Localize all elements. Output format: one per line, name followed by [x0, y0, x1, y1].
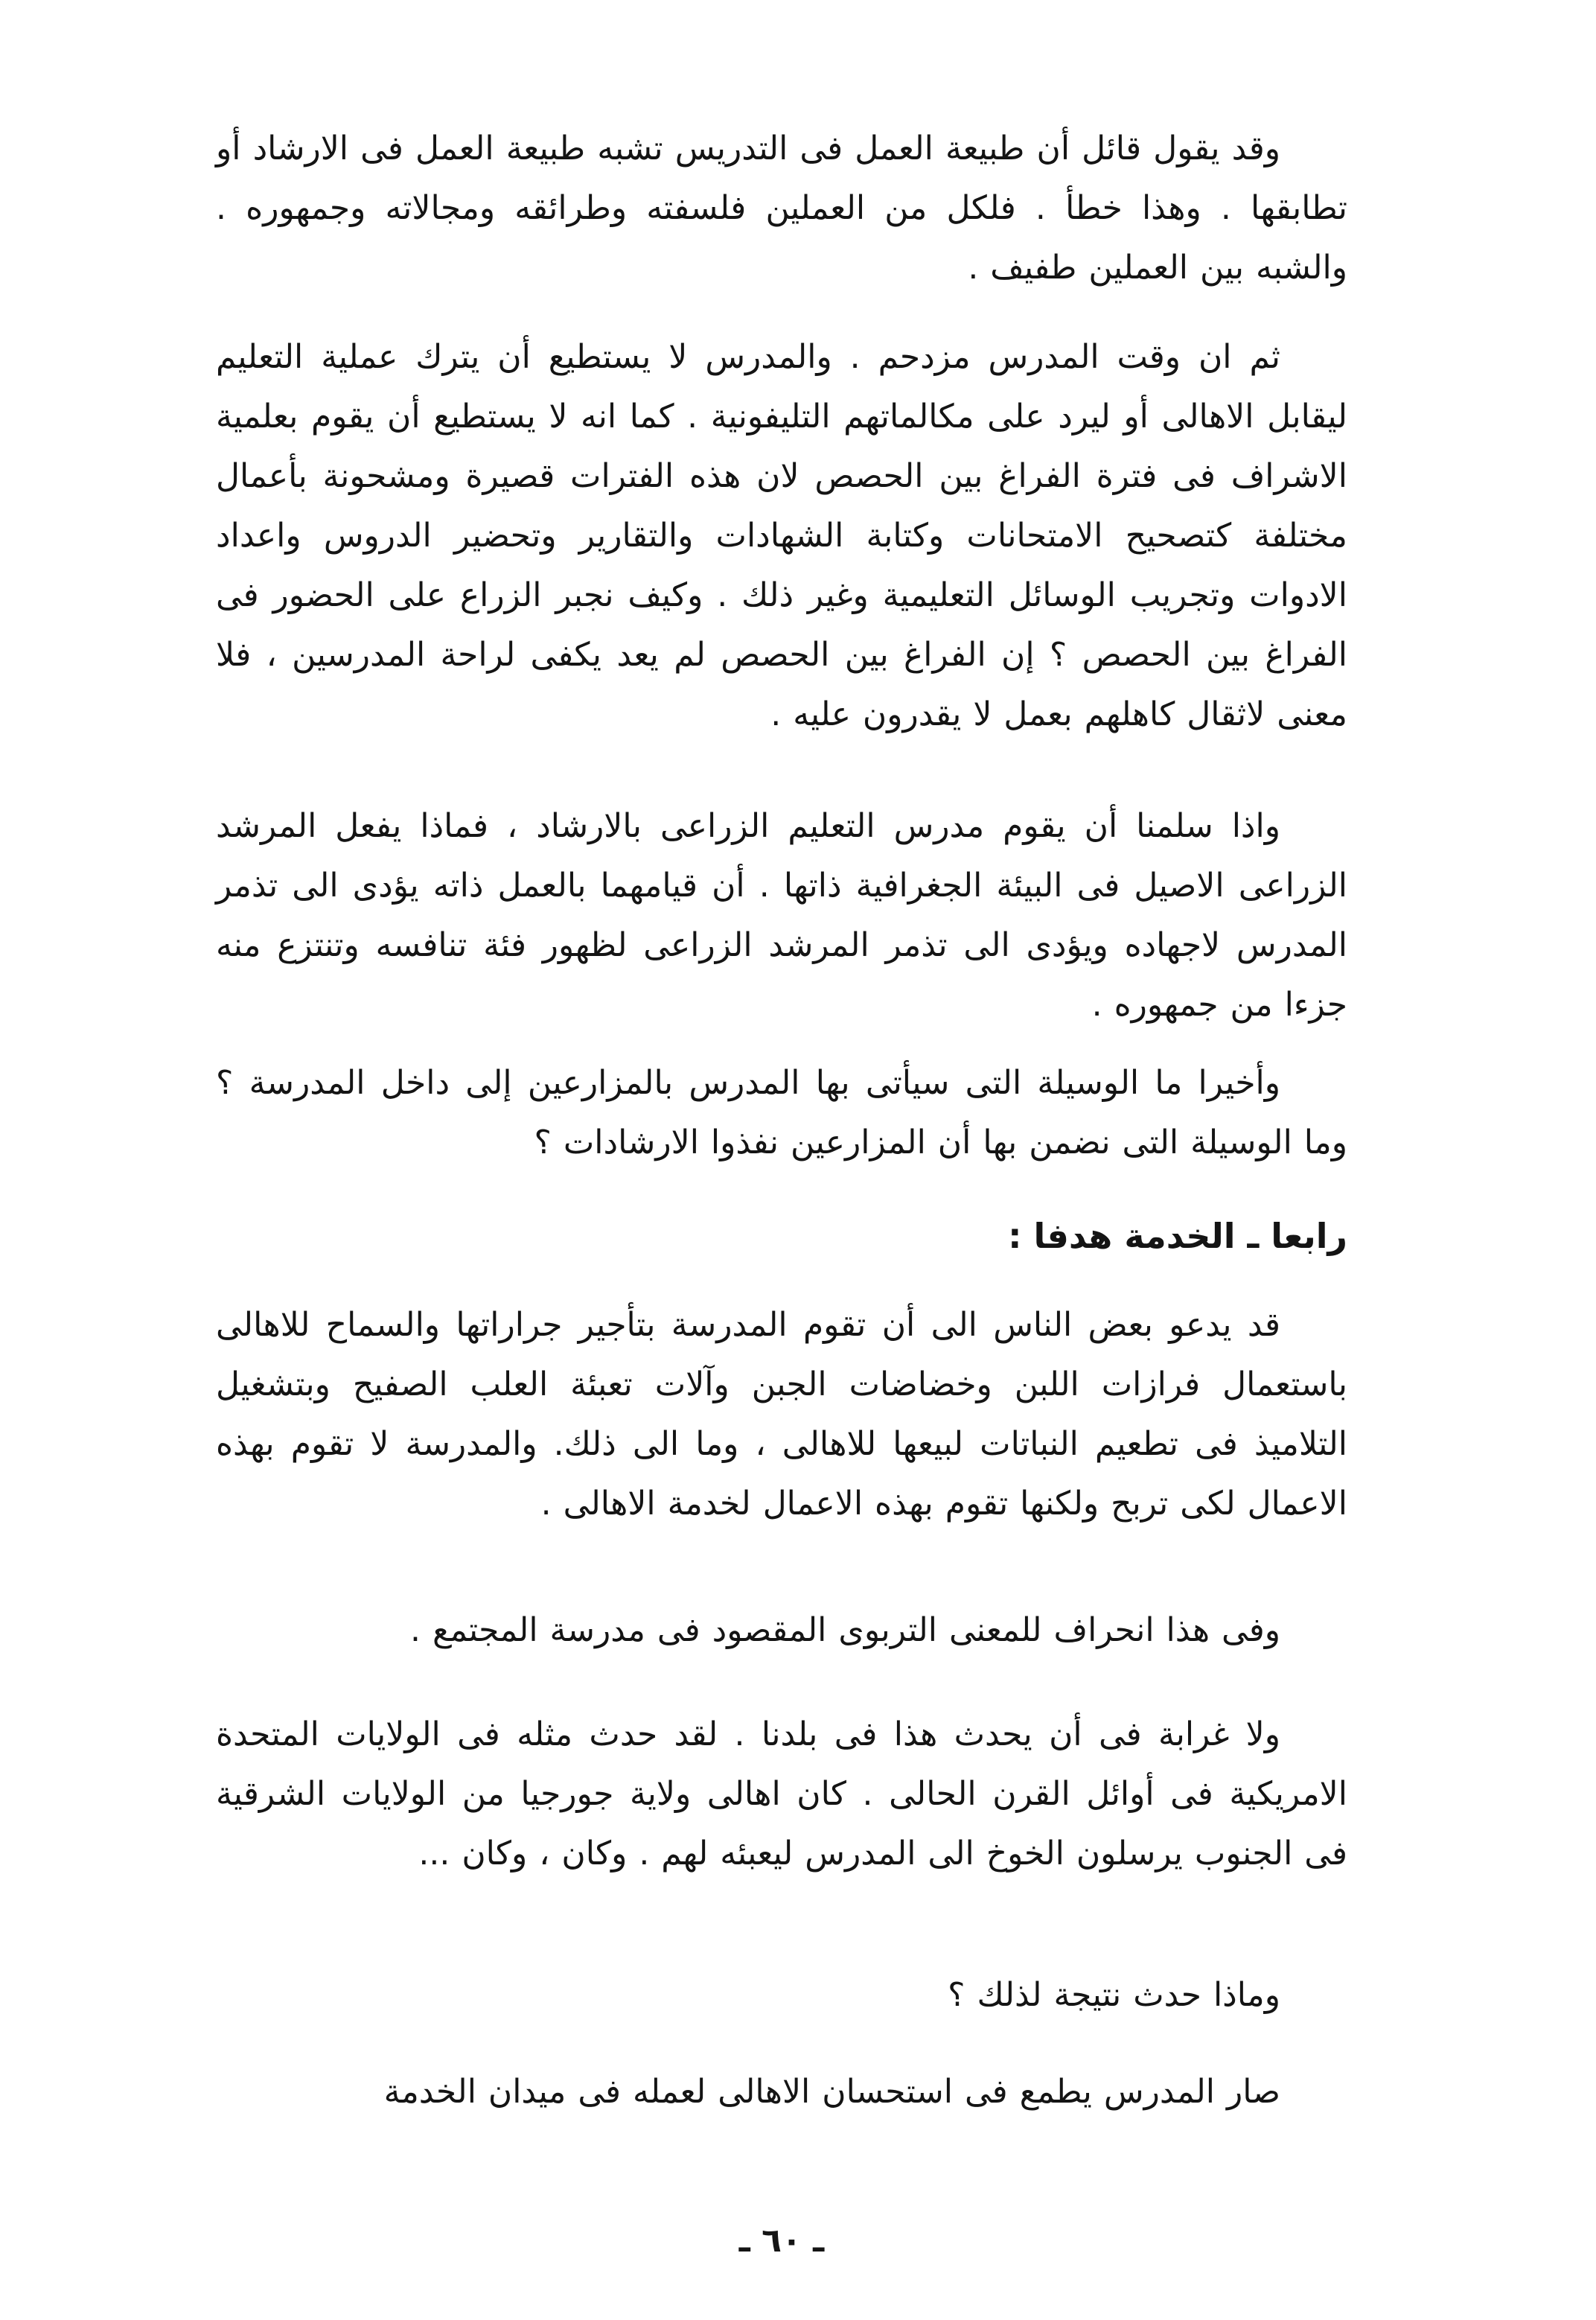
document-page [216, 112, 1347, 2293]
paragraph-usa-example: ولا غرابة فى أن يحدث هذا فى بلدنا . لقد حدث مثله فى الولايات المتحدة الامريكية فى أوائل القرن الحالى . كان اهالى ولاية جورجيا من الولايات الشرقية فى الجنوب يرسلون الخوخ الى المدرس ليعبئه لهم . وكان ، وكان ... [216, 1715, 1347, 1873]
paragraph-question-result: وماذا حدث نتيجة لذلك ؟ [948, 1976, 1280, 2014]
paragraph-teacher-ambition: صار المدرس يطمع فى استحسان الاهالى لعمله فى ميدان الخدمة [383, 2073, 1280, 2111]
paragraph-service-goal: قد يدعو بعض الناس الى أن تقوم المدرسة بتأجير جراراتها والسماح للاهالى باستعمال فرازات اللبن وخضاضات الجبن وآلات تعبئة العلب الصفيح وبتشغيل التلاميذ فى تطعيم النباتات لبيعها للاهالى ، وما الى ذلك. والمدرسة لا تقوم بهذه الاعمال لكى تربح ولكنها تقوم بهذه الاعمال لخدمة الاهالى . [216, 1306, 1347, 1523]
paragraph-final-question: وأخيرا ما الوسيلة التى سيأتى بها المدرس بالمزارعين إلى داخل المدرسة ؟ وما الوسيلة التى نضمن بها أن المزارعين نفذوا الارشادات ؟ [216, 1064, 1347, 1161]
paragraph-teaching-vs-extension: وقد يقول قائل أن طبيعة العمل فى التدريس تشبه طبيعة العمل فى الارشاد أو تطابقها . وهذا خطأ . فلكل من العملين فلسفته وطرائقه ومجالاته وجمهوره . والشبه بين العملين طفيف . [216, 130, 1347, 287]
section-heading: رابعا ـ الخدمة هدفا : [1008, 1216, 1347, 1256]
paragraph-teacher-time: ثم ان وقت المدرس مزدحم . والمدرس لا يستطيع أن يترك عملية التعليم ليقابل الاهالى أو ليرد على مكالماتهم التليفونية . كما انه لا يستطيع أن يقوم بعلمية الاشراف فى فترة الفراغ بين الحصص لان هذه الفترات قصيرة ومشحونة بأعمال مختلفة كتصحيح الامتحانات وكتابة الشهادات والتقارير وتحضير الدروس واعداد الادوات وتجريب الوسائل التعليمية وغير ذلك . وكيف نجبر الزراع على الحضور فى الفراغ بين الحصص ؟ إن الفراغ بين الحصص لم يعد يكفى لراحة المدرسين ، فلا معنى لاثقال كاهلهم بعمل لا يقدرون عليه . [216, 338, 1347, 733]
paragraph-extension-agent: واذا سلمنا أن يقوم مدرس التعليم الزراعى بالارشاد ، فماذا يفعل المرشد الزراعى الاصيل فى البيئة الجغرافية ذاتها . أن قيامهما بالعمل ذاته يؤدى الى تذمر المدرس لاجهاده ويؤدى الى تذمر المرشد الزراعى لظهور فئة تنافسه وتنتزع منه جزءا من جمهوره . [216, 807, 1347, 1024]
page-number: ـ ٦٠ ـ [738, 2222, 825, 2260]
paragraph-deviation: وفى هذا انحراف للمعنى التربوى المقصود فى مدرسة المجتمع . [409, 1611, 1280, 1649]
